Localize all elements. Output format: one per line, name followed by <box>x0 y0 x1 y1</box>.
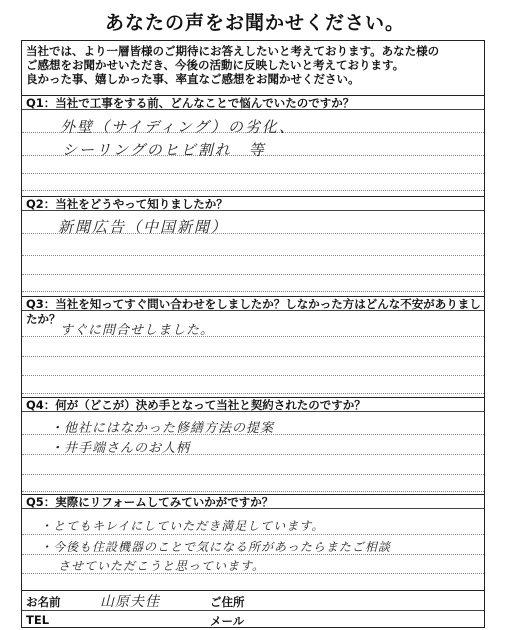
answer-line <box>22 173 484 174</box>
answer-line <box>22 474 484 475</box>
footer-divider <box>22 610 484 611</box>
question-q1: Q1：当社で工事をする前、どんなことで悩んでいたのですか？ <box>22 95 484 110</box>
answer-line <box>22 356 484 357</box>
intro-text <box>26 44 482 86</box>
question-q3: Q3：当社を知ってすぐ問い合わせをしましたか？しなかった方はどんな不安がありましたか？ <box>22 296 484 311</box>
name-label: お名前 <box>26 595 61 609</box>
mail-label: メール <box>210 614 245 628</box>
name-value: 山原夫佳 <box>100 594 160 610</box>
page-title: あなたの声をお聞かせください。 <box>104 12 405 34</box>
address-label: ご住所 <box>210 595 245 609</box>
question-q5: Q5：実際にリフォームしてみていかがですか？ <box>22 494 484 509</box>
answer-line <box>22 393 484 394</box>
handwritten-answer: 外壁（サイディング）の劣化、 <box>60 118 296 136</box>
handwritten-answer: シーリングのヒビ割れ 等 <box>62 141 266 159</box>
answer-line <box>22 375 484 376</box>
footer-divider <box>22 590 484 591</box>
handwritten-answer: ・他社にはなかった修繕方法の提案 <box>50 421 275 436</box>
answer-line <box>22 291 484 292</box>
question-q2: Q2：当社をどうやって知りましたか？ <box>22 196 484 211</box>
answer-line <box>22 534 484 535</box>
intro-line: 良かった事、嬉しかった事、率直なご感想をお聞かせください。 <box>26 72 360 86</box>
intro-line: ご感想をお聞かせいただき、今後の活動に反映したいと考えております。 <box>26 58 405 72</box>
handwritten-answer: 新聞広告（中国新聞） <box>58 218 229 236</box>
handwritten-answer: ・とてもキレイにしていただき満足しています。 <box>40 519 325 533</box>
handwritten-answer: ・今後も住設機器のことで気になる所があったらまたご相談 <box>40 540 391 554</box>
tel-label: TEL <box>26 613 50 627</box>
answer-line <box>22 274 484 275</box>
intro-line: 当社では、より一層皆様のご期待にお答えしたいと考えております。あなた様の <box>26 44 440 58</box>
answer-line <box>22 491 484 492</box>
handwritten-answer: すぐに問合せしました。 <box>60 323 215 338</box>
answer-line <box>22 255 484 256</box>
handwritten-answer: させていただこうと思っています。 <box>58 559 266 573</box>
question-q4: Q4：何が（どこが）決め手となって当社と契約されたのですか？ <box>22 397 484 412</box>
answer-line <box>22 190 484 191</box>
handwritten-answer: ・井手端さんのお人柄 <box>50 441 191 456</box>
